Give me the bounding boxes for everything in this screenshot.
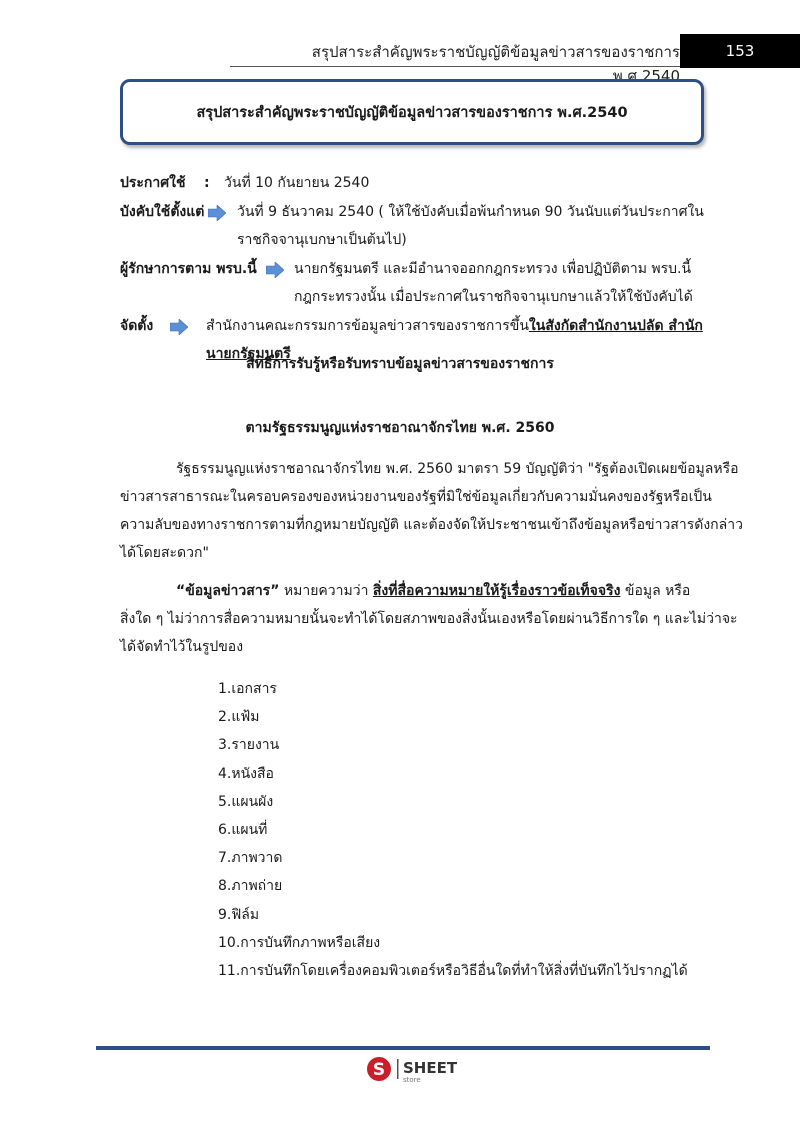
list-item: 7.ภาพวาด — [218, 850, 283, 867]
definition-rest: ข้อมูล หรือ — [620, 583, 691, 599]
paragraph-1-line-2: ข่าวสารสาธารณะในครอบครองของหน่วยงานของรัฐที่มิใช่ข้อมูลเกี่ยวกับความมั่นคงของรัฐหรือเป็น — [120, 489, 712, 505]
custodian-label: ผู้รักษาการตาม พรบ.นี้ — [120, 261, 257, 277]
establish-underlined-2: นายกรัฐมนตรี — [206, 346, 291, 362]
forms-list — [218, 675, 688, 985]
list-item: 2.แฟ้ม — [218, 709, 260, 726]
paragraph-1-line-4: ได้โดยสะดวก" — [120, 545, 209, 561]
paragraph-1-line-1: รัฐธรรมนูญแห่งราชอาณาจักรไทย พ.ศ. 2560 มาตรา 59 บัญญัติว่า "รัฐต้องเปิดเผยข้อมูลหรือ — [176, 461, 739, 477]
arrow-right-icon — [170, 319, 188, 335]
sheet-store-logo — [366, 1054, 466, 1084]
announce-sep: : — [203, 175, 210, 191]
establish-line-1 — [206, 313, 703, 339]
list-item: 1.เอกสาร — [218, 681, 277, 697]
list-item: 3.รายงาน — [218, 737, 280, 754]
enforce-label: บังคับใช้ตั้งแต่ — [120, 204, 205, 220]
list-item: 4.หนังสือ — [218, 765, 274, 782]
announce-value: วันที่ 10 กันยายน 2540 — [224, 175, 370, 191]
list-item: 8.ภาพถ่าย — [218, 878, 283, 895]
definition-term: “ข้อมูลข่าวสาร” — [176, 583, 280, 599]
list-item: 5.แผนผัง — [218, 793, 274, 810]
title-box-text: สรุปสาระสำคัญพระราชบัญญัติข้อมูลข่าวสารของราชการ พ.ศ.2540 — [196, 104, 628, 121]
title-box — [120, 79, 704, 145]
paragraph-2-line-1 — [176, 578, 690, 604]
list-item: 6.แผนที่ — [218, 821, 268, 838]
footer-rule — [96, 1046, 710, 1050]
svg-text:S: S — [372, 1060, 386, 1080]
section-heading-1: สิทธิการรับรู้หรือรับทราบข้อมูลข่าวสารของราชการ — [246, 356, 554, 372]
custodian-line-2: กฎกระทรวงนั้น เมื่อประกาศในราชกิจจานุเบกษาแล้วให้ใช้บังคับได้ — [294, 289, 693, 305]
list-item: 11.การบันทึกโดยเครื่องคอมพิวเตอร์หรือวิธีอื่นใดที่ทำให้สิ่งที่บันทึกไว้ปรากฏได้ — [218, 962, 688, 979]
paragraph-2-line-3: ได้จัดทำไว้ในรูปของ — [120, 639, 244, 655]
section-heading-2: ตามรัฐธรรมนูญแห่งราชอาณาจักรไทย พ.ศ. 2560 — [245, 420, 555, 436]
list-item: 9.ฟิล์ม — [218, 906, 260, 923]
paragraph-1-line-3: ความลับของทางราชการตามที่กฎหมายบัญญัติ และต้องจัดให้ประชาชนเข้าถึงข้อมูลหรือข่าวสารดังกล่าว — [120, 517, 743, 533]
running-title: สรุปสาระสำคัญพระราชบัญญัติข้อมูลข่าวสารของราชการ พ.ศ.2540 — [311, 43, 680, 85]
definition-underlined: สิ่งที่สื่อความหมายให้รู้เรื่องราวข้อเท็จจริง — [372, 583, 621, 599]
establish-underlined: ในสังกัดสำนักงานปลัด สำนัก — [528, 318, 703, 334]
header-rule — [230, 66, 680, 67]
enforce-line-2: ราชกิจจานุเบกษาเป็นต้นไป) — [237, 232, 407, 248]
custodian-line-1: นายกรัฐมนตรี และมีอำนาจออกกฎกระทรวง เพื่อปฏิบัติตาม พรบ.นี้ — [294, 261, 692, 277]
definition-means: หมายความว่า — [279, 583, 373, 599]
page-number: 153 — [680, 34, 800, 68]
list-item: 10.การบันทึกภาพหรือเสียง — [218, 934, 381, 951]
establish-label: จัดตั้ง — [120, 318, 154, 334]
arrow-right-icon — [208, 205, 226, 221]
paragraph-2-line-2: สิ่งใด ๆ ไม่ว่าการสื่อความหมายนั้นจะทำได้โดยสภาพของสิ่งนั้นเองหรือโดยผ่านวิธีการใด ๆ และไม่ว่าจะ — [120, 611, 738, 627]
arrow-right-icon — [266, 262, 284, 278]
svg-text:SHEET: SHEET — [403, 1059, 458, 1077]
sheet-store-logo-icon — [366, 1054, 466, 1084]
announce-label: ประกาศใช้ — [120, 175, 186, 191]
establish-text: สำนักงานคณะกรรมการข้อมูลข่าวสารของราชการขึ้น — [206, 318, 529, 334]
enforce-line-1: วันที่ 9 ธันวาคม 2540 ( ให้ใช้บังคับเมื่อพ้นกำหนด 90 วันนับแต่วันประกาศใน — [237, 204, 704, 220]
announce-row — [120, 170, 369, 196]
svg-text:store: store — [403, 1076, 421, 1084]
